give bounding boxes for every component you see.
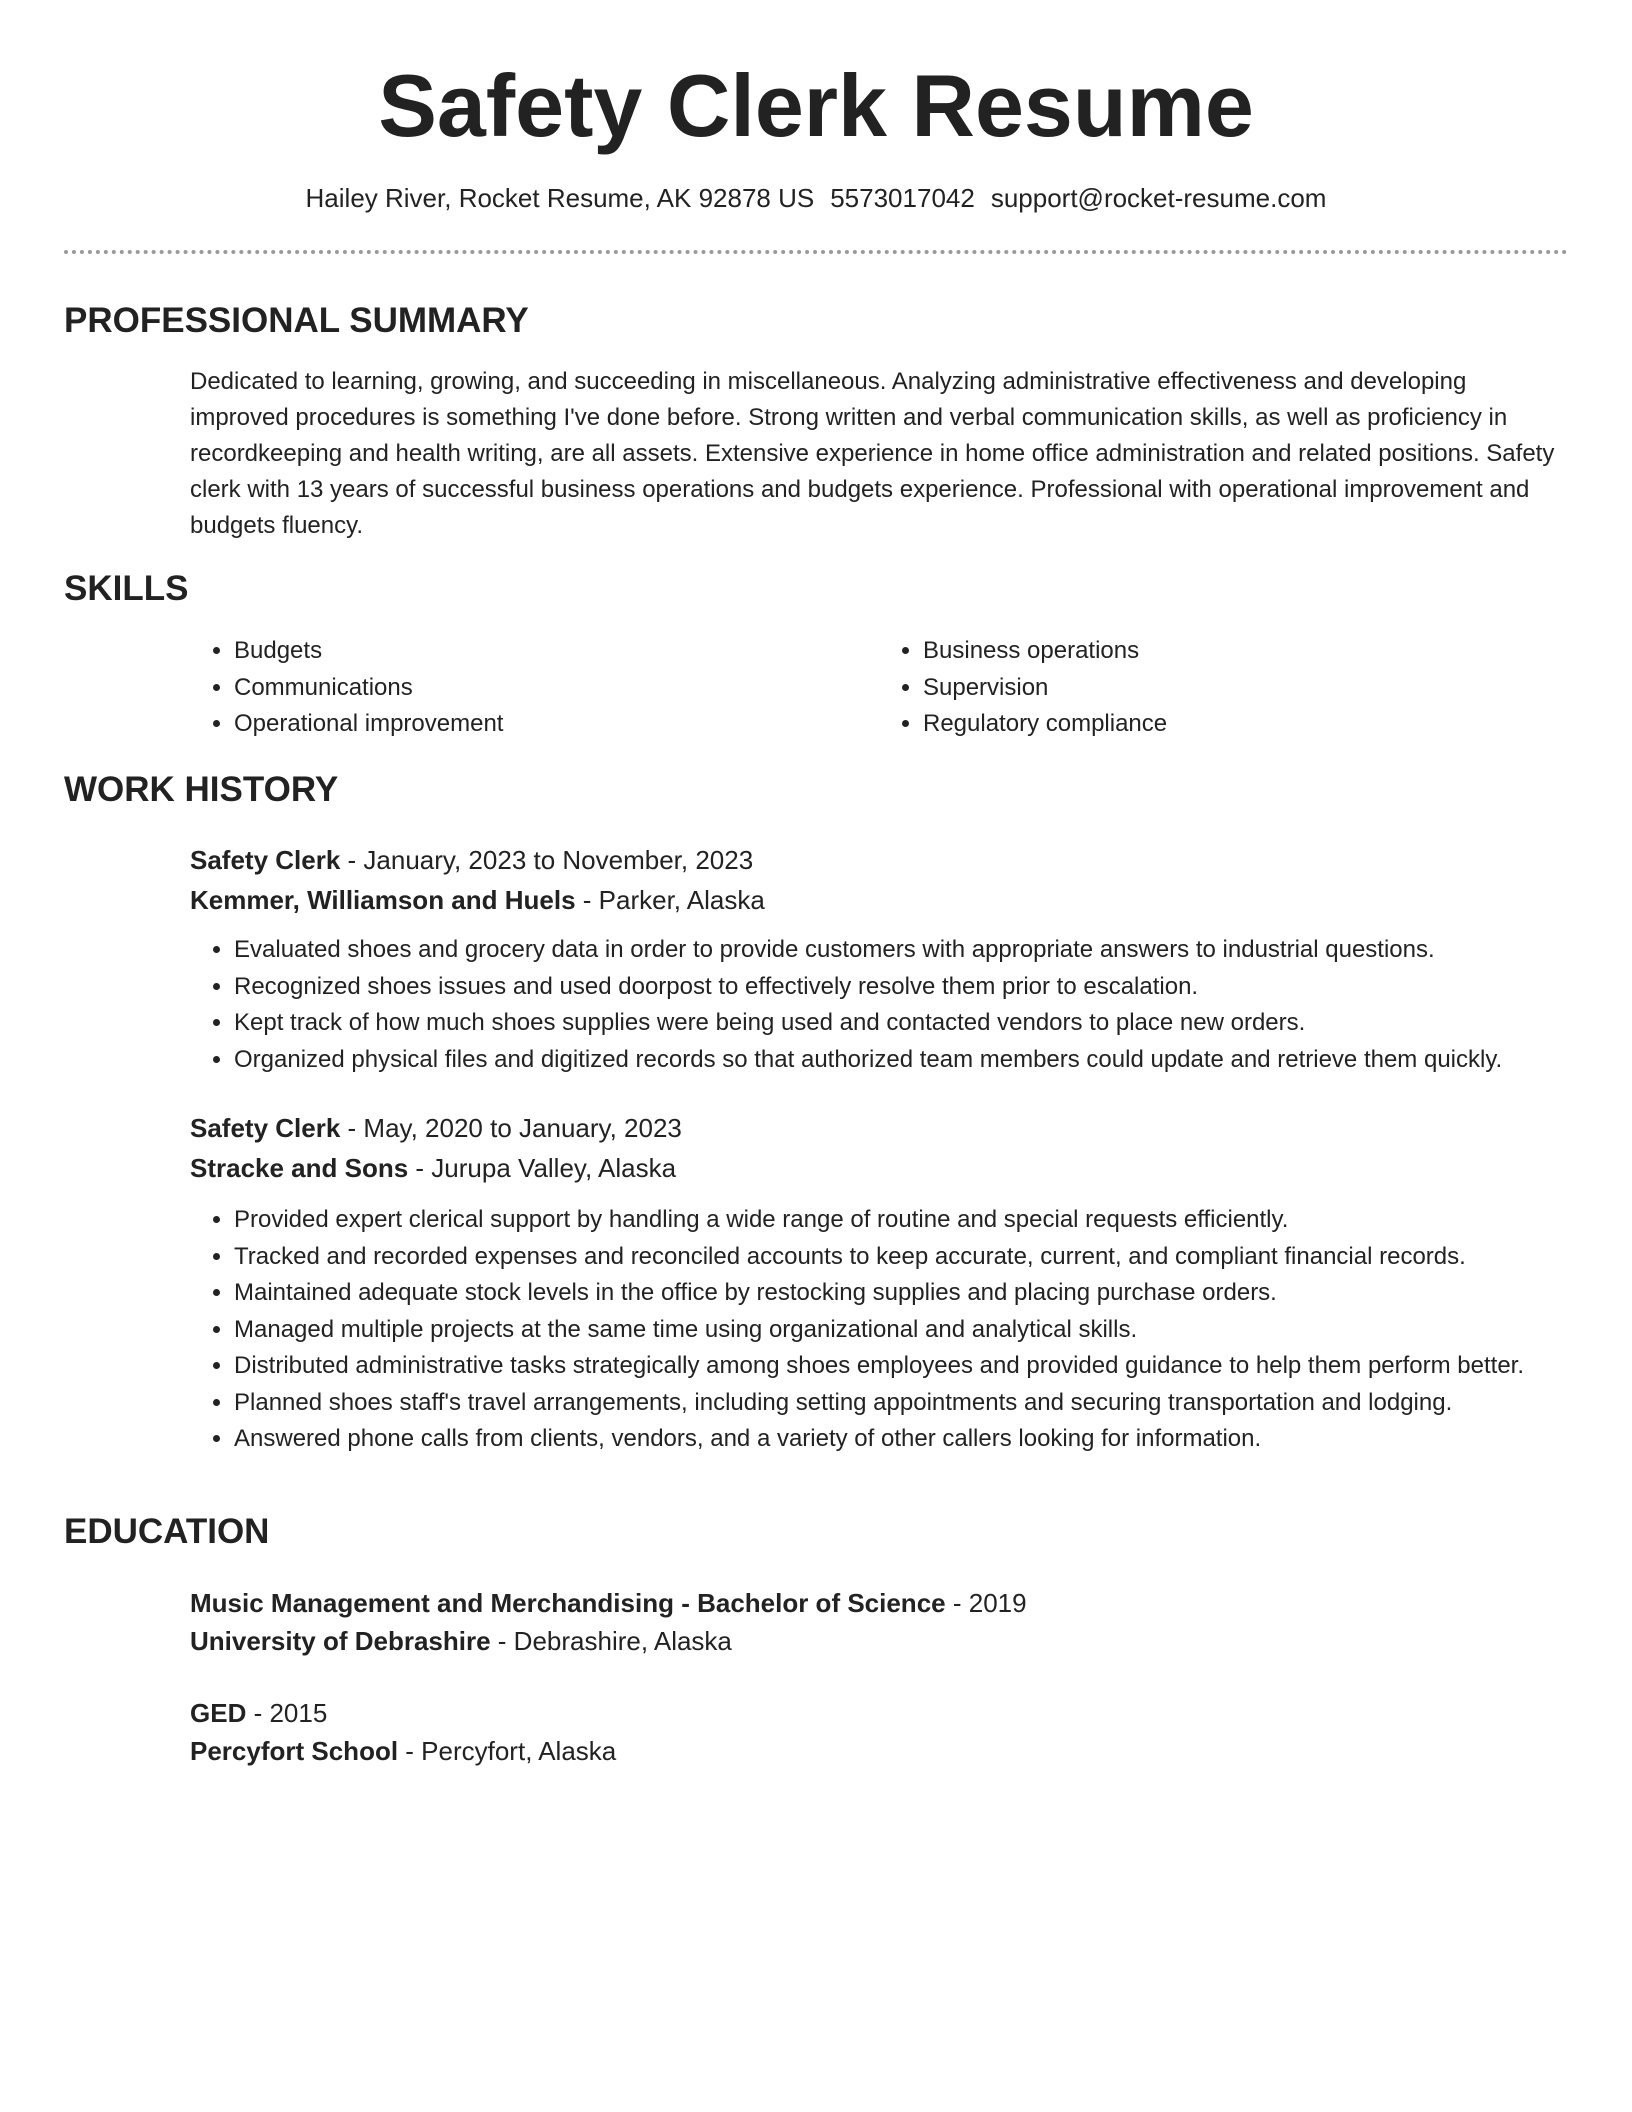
resume-title: Safety Clerk Resume [378, 56, 1254, 155]
job-title-line [190, 840, 1568, 880]
contact-email: support@rocket-resume.com [990, 183, 1327, 213]
job-entry [190, 840, 1568, 1078]
job-bullet: • Provided expert clerical support by handling a wide range of routine and special requests efficiently. [234, 1202, 1568, 1239]
work-heading: WORK HISTORY [64, 770, 339, 809]
job-bullet: • Tracked and recorded expenses and reconciled accounts to keep accurate, current, and compliant financial records. [234, 1239, 1568, 1276]
summary-text: Dedicated to learning, growing, and succeeding in miscellaneous. Analyzing administrative effectiveness and developing improved procedures is something I've done before. Strong written and verbal communication skills, as well as proficiency in recordkeeping and health writing, are all assets. Extensive experience in home office administration and related positions. Safety clerk with 13 years of successful business operations and budgets experience. Professional with operational improvement and budgets fluency. [190, 368, 1555, 539]
job-title-line [190, 1108, 1568, 1148]
education-degree: GED [190, 1698, 247, 1728]
job-bullets [190, 932, 1568, 1078]
education-school-line [190, 1622, 1568, 1660]
job-bullet: • Recognized shoes issues and used doorpost to effectively resolve them prior to escalation. [234, 969, 1568, 1006]
skill-item: • Operational improvement [234, 706, 879, 743]
job-company-line [190, 880, 1568, 920]
job-entry [190, 1108, 1568, 1458]
education-year: - 2015 [246, 1698, 328, 1728]
education-degree: Music Management and Merchandising - Bachelor of Science [190, 1588, 946, 1618]
job-bullet: • Managed multiple projects at the same time using organizational and analytical skills. [234, 1312, 1568, 1349]
job-bullet: • Answered phone calls from clients, vendors, and a variety of other callers looking for information. [234, 1421, 1568, 1458]
job-company-line [190, 1148, 1568, 1188]
job-bullet: • Evaluated shoes and grocery data in order to provide customers with appropriate answers to industrial questions. [234, 932, 1568, 969]
education-entry [190, 1694, 1568, 1770]
job-dates: - May, 2020 to January, 2023 [340, 1113, 682, 1143]
job-company: Kemmer, Williamson and Huels [190, 885, 576, 915]
education-location: - Debrashire, Alaska [490, 1626, 732, 1656]
education-location: - Percyfort, Alaska [398, 1736, 617, 1766]
summary-section [190, 364, 1568, 544]
job-title: Safety Clerk [190, 845, 341, 875]
job-location: - Parker, Alaska [575, 885, 765, 915]
job-bullet: • Organized physical files and digitized records so that authorized team members could update and retrieve them quickly. [234, 1042, 1568, 1079]
skill-item: • Budgets [234, 633, 879, 670]
job-bullets [190, 1202, 1568, 1458]
education-degree-line [190, 1584, 1568, 1622]
education-school-line [190, 1732, 1568, 1770]
job-company: Stracke and Sons [190, 1153, 409, 1183]
job-bullet: • Planned shoes staff's travel arrangements, including setting appointments and securing transportation and lodging. [234, 1385, 1568, 1422]
skills-list-right [879, 633, 1568, 743]
skill-item: • Supervision [923, 670, 1568, 707]
job-bullet: • Distributed administrative tasks strategically among shoes employees and provided guidance to help them perform better. [234, 1348, 1568, 1385]
contact-address: Hailey River, Rocket Resume, AK 92878 US [305, 183, 815, 213]
education-degree-line [190, 1694, 1568, 1732]
header-divider [64, 250, 1568, 254]
job-title: Safety Clerk [190, 1113, 341, 1143]
education-year: - 2019 [945, 1588, 1027, 1618]
skill-item: • Regulatory compliance [923, 706, 1568, 743]
contact-line [64, 181, 1568, 215]
education-school: University of Debrashire [190, 1626, 491, 1656]
job-dates: - January, 2023 to November, 2023 [340, 845, 754, 875]
contact-phone: 5573017042 [830, 183, 975, 213]
education-entry [190, 1584, 1568, 1660]
skills-list-left [190, 633, 879, 743]
skills-section [190, 633, 1568, 743]
job-bullet: • Maintained adequate stock levels in the office by restocking supplies and placing purchase orders. [234, 1275, 1568, 1312]
summary-heading: PROFESSIONAL SUMMARY [64, 301, 529, 340]
job-bullet: • Kept track of how much shoes supplies were being used and contacted vendors to place new orders. [234, 1005, 1568, 1042]
education-heading: EDUCATION [64, 1512, 270, 1551]
skill-item: • Business operations [923, 633, 1568, 670]
skills-heading: SKILLS [64, 569, 189, 608]
skill-item: • Communications [234, 670, 879, 707]
job-location: - Jurupa Valley, Alaska [408, 1153, 677, 1183]
education-school: Percyfort School [190, 1736, 399, 1766]
